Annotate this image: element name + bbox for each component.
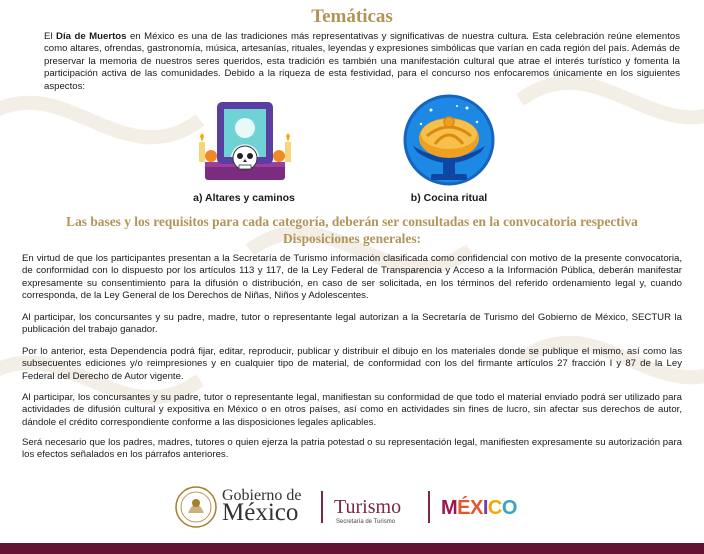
paragraph-2: Al participar, los concursantes y su padre, madre, tutor o representante legal autorizan a la Secretaría de Turismo del Gobierno de México, SECTUR la publicación del trabajo ganador. — [22, 312, 682, 336]
category-label-cocina: b) Cocina ritual — [410, 192, 488, 204]
intro-bold: Día de Muertos — [56, 31, 127, 42]
intro-paragraph: El Día de Muertos en México es una de las tradiciones más representativas y significativas de nuestra cultura. Esta celebración reúne elementos como altares, ofrendas, gastronomía, música, artesanías, rituales, leyendas y expresiones simbólicas que varían en cada región del país. Además de preservar la memoria de nuestros seres queridos, esta tradición es también una manifestación cultural que atrae el interés turístico y fomenta la participación activa de las comunidades. Debido a la riqueza de esta festividad, para el concurso nos enfocaremos únicamente en los siguientes aspectos: — [44, 31, 680, 92]
paragraph-1: En virtud de que los participantes presentan a la Secretaría de Turismo información clasificada como confidencial con motivo de la presente convocatoria, de conformidad con lo dispuesto por los artículos 113 y 117, de la Ley Federal de Transparencia y Acceso a la Información Pública, deberán manifestar expresamente su consentimiento para la difusión o distribución, en caso de ser solicitada, en los términos del referido ordenamiento legal y, cuando corresponda, de la Ley General de los Derechos de Niñas, Niños y Adolescentes. — [22, 253, 682, 302]
paragraph-3: Por lo anterior, esta Dependencia podrá fijar, editar, reproducir, publicar y distribuir el dibujo en los materiales donde se publique el mismo, así como las subsecuentes ediciones y/o reimpresiones y en cualquier tipo de material, de conformidad con los del firmante artículos 27 fracción I y 87 de la Ley Federal del Derecho de Autor vigente. — [22, 346, 682, 382]
mexico-letter: O — [501, 497, 517, 519]
logo-divider — [321, 491, 323, 523]
mexico-letter: É — [457, 497, 471, 519]
bases-heading: Las bases y los requisitos para cada categoría, deberán ser consultadas en la convocatoria respectiva — [66, 214, 638, 229]
gobierno-line1: Gobierno de — [222, 487, 302, 504]
mexico-letter: X — [470, 497, 483, 519]
page-title: Temáticas — [311, 6, 393, 27]
logo-divider-2 — [428, 491, 430, 523]
mexico-letter: I — [482, 497, 488, 519]
paragraph-4: Al participar, los concursantes y su padre, tutor o representante legal, manifiestan su conformidad de que todo el material enviado podrá ser utilizado para actividades de difusión cultural y expositiva en México o en otros países, así como en actividades sin fines de lucro, sin afectar sus derechos de autor, dándole el crédito correspondiente conforme a las disposiciones legales aplicables. — [22, 392, 682, 428]
paragraph-5: Será necesario que los padres, madres, tutores o quien ejerza la patria potestad o su representación legal, manifiesten expresamente su autorización para los efectos señalados en los párrafos anteriores. — [22, 437, 682, 461]
mexico-brand-logo — [441, 497, 517, 520]
altar-icon — [197, 96, 293, 184]
disposiciones-heading: Disposiciones generales: — [283, 231, 421, 246]
logo-row — [0, 484, 704, 530]
category-label-altares: a) Altares y caminos — [193, 192, 295, 204]
gobierno-emblem-icon — [174, 485, 218, 529]
gobierno-line2: México — [222, 499, 299, 526]
mexico-letter: M — [441, 497, 458, 519]
pan-de-muerto-icon — [401, 94, 497, 186]
footer-bar — [0, 543, 704, 554]
turismo-sub: Secretaría de Turismo — [336, 519, 396, 525]
turismo-logo: Turismo — [334, 496, 402, 518]
mexico-letter: C — [487, 497, 502, 519]
